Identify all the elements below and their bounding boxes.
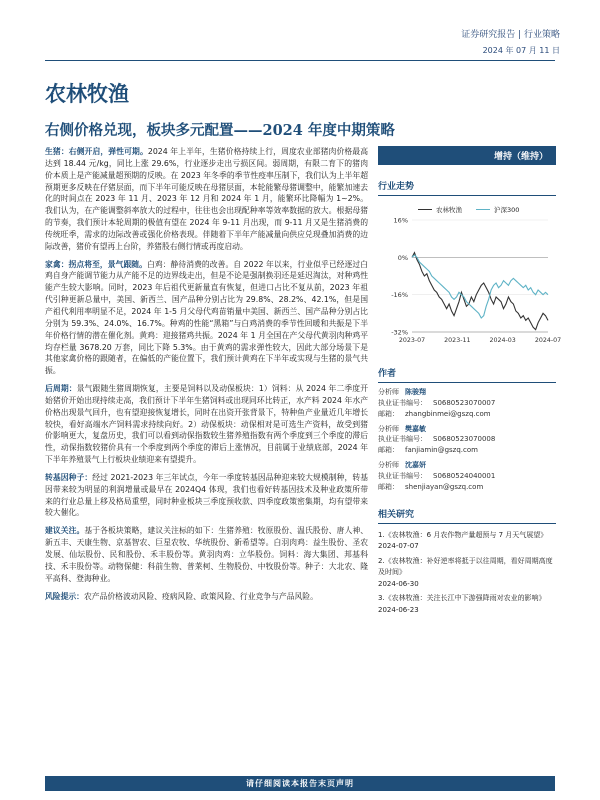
paragraph-text: 2024 年上半年，生猪价格持续上行，周度农业部猪肉价格最高达到 18.44 元/kg，同比上涨 29.6%，行业逐步走出亏损区间。弱周期，有限二育下的猪肉价本质上是产能减量超预期的反映。在 2023 年冬季的季节性疫率压制下，我们认为上半年超预期更多反映在仔猪层面，而下半年可能反映在母猪层面，本轮能繁母猪调整中，能繁加速去化的时间点在 2023 年 11 月、2023 年 12 月和 2024 年 1 月，能繁环比降幅为 1~2%。我们认为，在产能调整斜率放大的过程中，往往也会出现配种率等效率数据的放大。根据母猪的节奏，我们预计本轮周期的极值有望在 2024 年 9-11 月出现，而 9-11 月又是生猪消费的传统旺季，需求的边际改善或强化价格表现。伴随着下半年产能减量向供应兑现叠加消费的边际改善，猪价有望再上台阶，养猪股右侧行情或再度启动。 — [45, 147, 369, 251]
paragraph-text: 白鸡：静待消费的改善。自 2022 年以来，行业似乎已经逐过白鸡自身产能调节能力从产能不足的边界线走出，但是不论是强制换羽还是延迟淘汰，对种鸡性能产生较大影响。同时，2023 年后祖代更新量直有恢复，但进口占比不复从前，2023 年祖代引种更新总量中，美国、新西兰、国产品种分别占比为 29.8%、28.2%、42.1%，但是国产祖代利用率明显不足，2024 年 1-5 月父母代鸡苗销量中美国、新西兰、国产品种分别占比分别为 59.3%、24.0%、16.7%。种鸡的性能“黑箱”与白鸡消费的季节性回暖和共振是下半年价格行情的潜在催化剂。黄鸡：迎接猪鸡共振。2024 年 1 月全国在产父母代黄羽肉种鸡平均存栏量 3678.20 万套，同比下降 5.3%。由于黄鸡的需求弹性较大，因此大部分场景下是其他家禽价格的跟随者，在偏低的产能位置下，我们预计黄鸡在下半年或实现与生猪的景气共振。 — [45, 259, 368, 376]
paragraph-text: 基于各板块策略，建议关注标的如下：生猪养殖：牧原股份、温氏股份、唐人神、新五丰、天康生物、京基智农、巨星农牧、华统股份、新希望等。白羽肉鸡：益生股份、圣农发展、仙坛股份、民和股份、禾丰股份等。黄羽肉鸡：立华股份。饲料：海大集团、邦基科技、禾丰股份等。动物保健：科前生物、普莱柯、生物股份、中牧股份等。种子：大北农、隆平高科、登海种业。 — [45, 526, 369, 583]
paragraph-text: 景气跟随生猪周期恢复，主要是饲料以及动保板块：1）饲料：从 2024 年二季度开始猪价开始出现持续走高，我们预计下半年生猪饲料或出现同环比转正，水产料 2024 年水产价格出现景气回升，也有望迎接恢复增长，同时在出资开张背景下，特种鱼产业量近几年增长较快，看好高端水产饲料需求持续向好。2）动保板块：动保相对是可选生产资料，故受到猪价影响更大，复盘历史，我们可以看到动保指数较生猪养殖指数有两个季度到三个季度的滞后性，动保指数较猪价具有一个季度到两个季度的滞后上涨情况，目前属于业绩底部，2024 年下半年养殖景气上行板块业绩迎来有望提升。 — [45, 384, 369, 465]
author-email[interactable]: zhangbinmei@gszq.com — [405, 409, 491, 418]
body-paragraph — [45, 146, 368, 253]
rating-badge: 增持（维持） — [378, 146, 556, 165]
trend-chart — [378, 202, 562, 352]
header-divider — [45, 60, 555, 61]
cert-label: 执业证书编号： — [378, 435, 427, 444]
paragraph-lead: 风险提示： — [45, 591, 84, 601]
related-report-date: 2024-07-07 — [378, 542, 419, 551]
related-report-title[interactable]: 3.《农林牧渔：关注长江中下游强降雨对农业的影响》 — [378, 594, 546, 603]
author-name: 沈嘉妍 — [405, 461, 426, 470]
related-report-title[interactable]: 1.《农林牧渔：6 月农作物产量超预与 7 月天气展望》 — [378, 530, 548, 539]
x-tick-label: 2024-03 — [489, 337, 516, 344]
author-role: 分析师 — [378, 424, 399, 433]
industry-name: 农林牧渔 — [45, 81, 129, 106]
trend-section-title: 行业走势 — [378, 179, 556, 196]
y-tick-label: 16% — [393, 216, 408, 225]
author-name: 陈骏翔 — [405, 388, 426, 396]
trend-chart-svg — [378, 202, 562, 352]
body-paragraph — [45, 591, 368, 603]
mail-label: 邮箱： — [378, 446, 399, 455]
legend-swatch-sector — [418, 209, 432, 210]
body-paragraph — [45, 525, 368, 584]
legend-item-index — [476, 205, 519, 214]
related-report-title[interactable]: 2.《农林牧渔：补好逆率将抵于以往周期，看好周期高度及时间》 — [378, 556, 553, 577]
author-role: 分析师 — [378, 461, 399, 470]
related-research-list — [378, 530, 556, 617]
author-entry — [378, 424, 556, 457]
x-tick-label: 2024-07 — [534, 337, 562, 344]
related-report-date: 2024-06-30 — [378, 579, 419, 588]
mail-label: 邮箱： — [378, 482, 399, 491]
related-section-title: 相关研究 — [378, 507, 556, 524]
cert-number: S0680523070008 — [433, 435, 496, 444]
paragraph-lead: 生猪：右侧开启，弹性可期。 — [45, 147, 148, 156]
authors-section-title: 作者 — [378, 366, 556, 383]
legend-swatch-index — [476, 209, 490, 210]
legend-label-index: 沪深300 — [494, 206, 520, 214]
author-role: 分析师 — [378, 388, 399, 396]
mail-label: 邮箱： — [378, 409, 399, 418]
cert-label: 执业证书编号： — [378, 398, 427, 407]
paragraph-lead: 转基因种子： — [45, 472, 93, 482]
footer-disclaimer: 请仔细阅读本报告末页声明 — [45, 776, 555, 791]
related-report-date: 2024-06-23 — [378, 605, 419, 614]
report-type-tags: 证券研究报告 | 行业策略 — [461, 30, 560, 40]
report-title: 右侧价格兑现，板块多元配置——2024 年度中期策略 — [45, 122, 395, 139]
paragraph-text: 农产品价格波动风险、疫病风险、政策风险、行业竞争与产品风险。 — [83, 591, 318, 601]
series-line-sector — [412, 253, 548, 330]
cert-label: 执业证书编号： — [378, 471, 427, 480]
body-paragraph — [45, 472, 368, 519]
x-tick-label: 2023-07 — [398, 337, 426, 344]
author-email[interactable]: shenjiayan@gszq.com — [405, 482, 484, 491]
y-tick-label: -16% — [391, 291, 408, 300]
cert-number: S0680524040001 — [433, 471, 496, 480]
x-tick-label: 2023-11 — [444, 337, 471, 344]
author-name: 樊嘉敏 — [405, 424, 426, 433]
author-email[interactable]: fanjiamin@gszq.com — [405, 446, 478, 455]
chart-legend — [418, 205, 519, 214]
paragraph-lead: 后周期： — [45, 384, 77, 394]
sidebar — [378, 146, 562, 619]
authors-list — [378, 387, 556, 493]
paragraph-text: 经过 2021-2023 年三年试点，今年一季度转基因品种迎来较大规模制种，转基因带来较为明显的利润增量或最早在 2024Q4 体现，我们也看好转基因技术及种业政策所带来的行业总量上移及格局重塑，同时种业板块三季度预收款、四季度政策密集期，均有望带来较大催化。 — [45, 472, 369, 518]
body-paragraph — [45, 383, 368, 466]
legend-item-sector — [418, 205, 462, 214]
y-tick-label: -32% — [391, 328, 408, 337]
body-paragraph — [45, 259, 368, 377]
main-body — [45, 146, 368, 608]
cert-number: S0680523070007 — [433, 398, 496, 407]
paragraph-lead: 建议关注。 — [45, 526, 85, 536]
paragraph-lead: 家禽：拐点将至，景气跟随。 — [45, 259, 147, 269]
legend-label-sector: 农林牧渔 — [436, 206, 462, 214]
author-entry — [378, 460, 556, 493]
author-entry — [378, 387, 556, 420]
y-tick-label: 0% — [397, 253, 408, 262]
report-date: 2024 年 07 月 11 日 — [482, 46, 560, 55]
